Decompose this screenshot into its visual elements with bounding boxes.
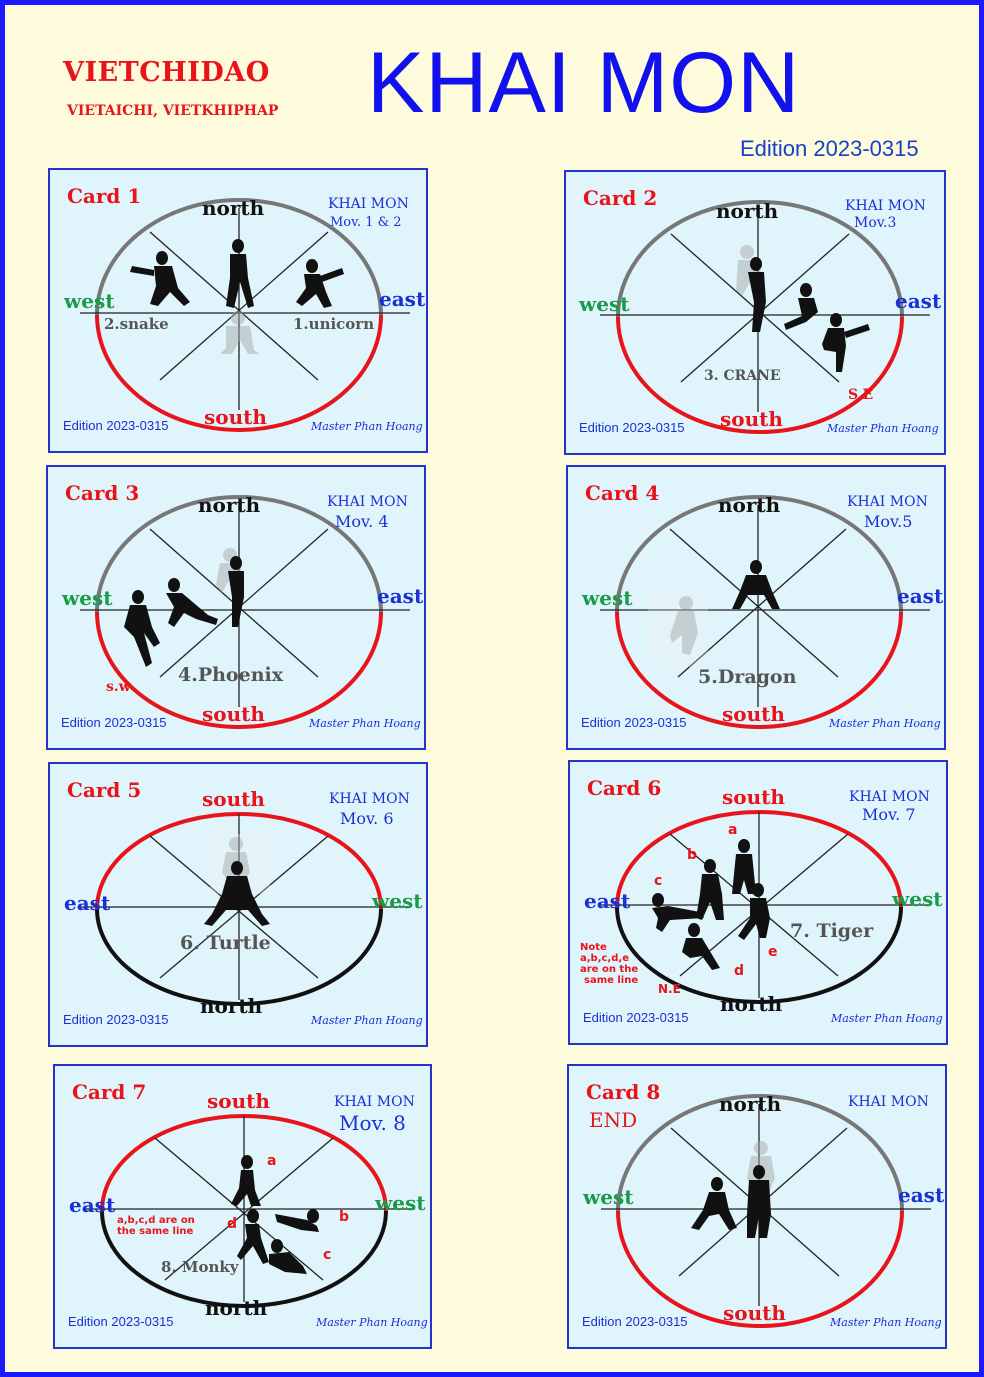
card-5-master: Master Phan Hoang <box>311 1014 423 1027</box>
card-5-khai-mon: KHAI MON <box>329 791 410 807</box>
card-4-west: west <box>582 586 633 610</box>
card-6-note-line-1: Note <box>580 942 607 953</box>
card-6-note-line-4: same line <box>584 975 639 986</box>
card-2-east: east <box>895 289 942 313</box>
card-3-label: Card 3 <box>65 481 140 505</box>
card-6-master: Master Phan Hoang <box>831 1012 943 1025</box>
card-7-edition: Edition 2023-0315 <box>68 1314 174 1329</box>
card-7-letter-a: a <box>267 1153 277 1169</box>
card-7-move: 8, Monky <box>161 1258 239 1276</box>
card-6-letter-c: c <box>654 873 663 889</box>
card-6-letter-a: a <box>728 822 738 838</box>
card-2-edition: Edition 2023-0315 <box>579 420 685 435</box>
card-5-label: Card 5 <box>67 778 142 802</box>
card-6-khai-mon: KHAI MON <box>849 789 930 805</box>
card-6-west: west <box>892 887 943 911</box>
card-2-master: Master Phan Hoang <box>827 422 939 435</box>
card-1-move-a: 2.snake <box>104 315 169 333</box>
card-5-move: 6. Turtle <box>180 932 271 954</box>
card-8-south: south <box>723 1301 786 1325</box>
card-3-move: 4.Phoenix <box>178 664 284 686</box>
card-6-corner: N.E <box>658 982 681 996</box>
card-6-letter-d: d <box>734 963 745 979</box>
card-4-master: Master Phan Hoang <box>829 717 941 730</box>
card-6-mov: Mov. 7 <box>862 805 916 824</box>
card-2-move: 3. CRANE <box>704 368 781 384</box>
card-2-mov: Mov.3 <box>854 215 897 231</box>
card-6-letter-e: e <box>768 944 778 960</box>
card-7-note-line-2: the same line <box>117 1226 194 1237</box>
card-3-master: Master Phan Hoang <box>309 717 421 730</box>
card-3-north: north <box>198 493 261 517</box>
card-4-north: north <box>718 493 781 517</box>
card-1-khai-mon: KHAI MON <box>328 196 409 212</box>
card-1-east: east <box>379 287 426 311</box>
card-4-label: Card 4 <box>585 481 660 505</box>
card-3 <box>46 465 426 750</box>
page-title: KHAI MON <box>367 35 801 131</box>
card-8-figures <box>691 1165 771 1238</box>
card-5-west: west <box>372 889 423 913</box>
card-8-north: north <box>719 1092 782 1116</box>
card-4-move: 5.Dragon <box>698 666 797 688</box>
card-2 <box>564 170 946 455</box>
card-2-west: west <box>579 292 630 316</box>
card-1-north: north <box>202 196 265 220</box>
card-7-master: Master Phan Hoang <box>316 1316 428 1329</box>
card-7-khai-mon: KHAI MON <box>334 1094 415 1110</box>
card-4-south: south <box>722 702 785 726</box>
card-2-khai-mon: KHAI MON <box>845 198 926 214</box>
card-8-edition: Edition 2023-0315 <box>582 1314 688 1329</box>
card-8-label: Card 8 <box>586 1080 661 1104</box>
brand-subtitle: VIETAICHI, VIETKHIPHAP <box>67 103 279 119</box>
card-2-label: Card 2 <box>583 186 658 210</box>
card-1-edition: Edition 2023-0315 <box>63 418 169 433</box>
card-7-east: east <box>69 1193 116 1217</box>
card-5-east: east <box>64 891 111 915</box>
card-3-east: east <box>377 584 424 608</box>
card-7-south: south <box>207 1089 270 1113</box>
card-7-letter-d: d <box>227 1216 238 1232</box>
card-8-east: east <box>898 1183 945 1207</box>
card-7-west: west <box>375 1191 426 1215</box>
card-3-mov: Mov. 4 <box>335 512 389 531</box>
card-6-edition: Edition 2023-0315 <box>583 1010 689 1025</box>
card-7-north: north <box>205 1296 268 1320</box>
card-2-north: north <box>716 199 779 223</box>
card-7-mov: Mov. 8 <box>339 1111 406 1135</box>
card-6-letter-b: b <box>687 847 698 863</box>
card-8-khai-mon: KHAI MON <box>848 1094 929 1110</box>
card-6-note-line-2: a,b,c,d,e <box>580 953 629 964</box>
card-3-edition: Edition 2023-0315 <box>61 715 167 730</box>
card-1-label: Card 1 <box>67 184 142 208</box>
card-2-corner: S.E <box>848 387 874 403</box>
card-4-edition: Edition 2023-0315 <box>581 715 687 730</box>
card-8-master: Master Phan Hoang <box>830 1316 942 1329</box>
card-1-master: Master Phan Hoang <box>311 420 423 433</box>
card-6-move: 7. Tiger <box>790 920 874 942</box>
card-8-west: west <box>583 1185 634 1209</box>
card-4-khai-mon: KHAI MON <box>847 494 928 510</box>
card-6-label: Card 6 <box>587 776 662 800</box>
card-3-south: south <box>202 702 265 726</box>
brand-title: VIETCHIDAO <box>63 57 270 88</box>
card-7-note-line-1: a,b,c,d are on <box>117 1215 195 1226</box>
card-4-mov: Mov.5 <box>864 512 913 531</box>
card-6-east: east <box>584 889 631 913</box>
card-4-figures <box>732 560 780 609</box>
card-3-corner: s.w <box>106 679 131 695</box>
card-6-north: north <box>720 992 783 1016</box>
card-7-letter-b: b <box>339 1209 350 1225</box>
card-3-west: west <box>62 586 113 610</box>
card-8-end: END <box>589 1108 638 1132</box>
card-4-east: east <box>897 584 944 608</box>
card-7 <box>53 1064 432 1349</box>
card-1-mov: Mov. 1 & 2 <box>330 215 402 230</box>
card-5-edition: Edition 2023-0315 <box>63 1012 169 1027</box>
card-1-move-b: 1.unicorn <box>293 315 375 333</box>
card-2-south: south <box>720 407 783 431</box>
card-5-north: north <box>200 994 263 1018</box>
card-4 <box>566 465 946 750</box>
card-1 <box>48 168 428 453</box>
card-1-south: south <box>204 405 267 429</box>
card-7-label: Card 7 <box>72 1080 147 1104</box>
card-1-figures <box>130 239 344 308</box>
card-6 <box>568 760 948 1045</box>
card-6-south: south <box>722 785 785 809</box>
card-6-note-line-3: are on the <box>580 964 639 975</box>
card-7-letter-c: c <box>323 1247 332 1263</box>
card-1-west: west <box>64 289 115 313</box>
page-edition: Edition 2023-0315 <box>740 136 919 161</box>
card-5 <box>48 762 428 1047</box>
card-6-note <box>580 942 638 986</box>
card-3-khai-mon: KHAI MON <box>327 494 408 510</box>
card-7-note <box>117 1215 195 1237</box>
card-5-south: south <box>202 787 265 811</box>
card-5-mov: Mov. 6 <box>340 809 394 828</box>
card-8 <box>567 1064 947 1349</box>
